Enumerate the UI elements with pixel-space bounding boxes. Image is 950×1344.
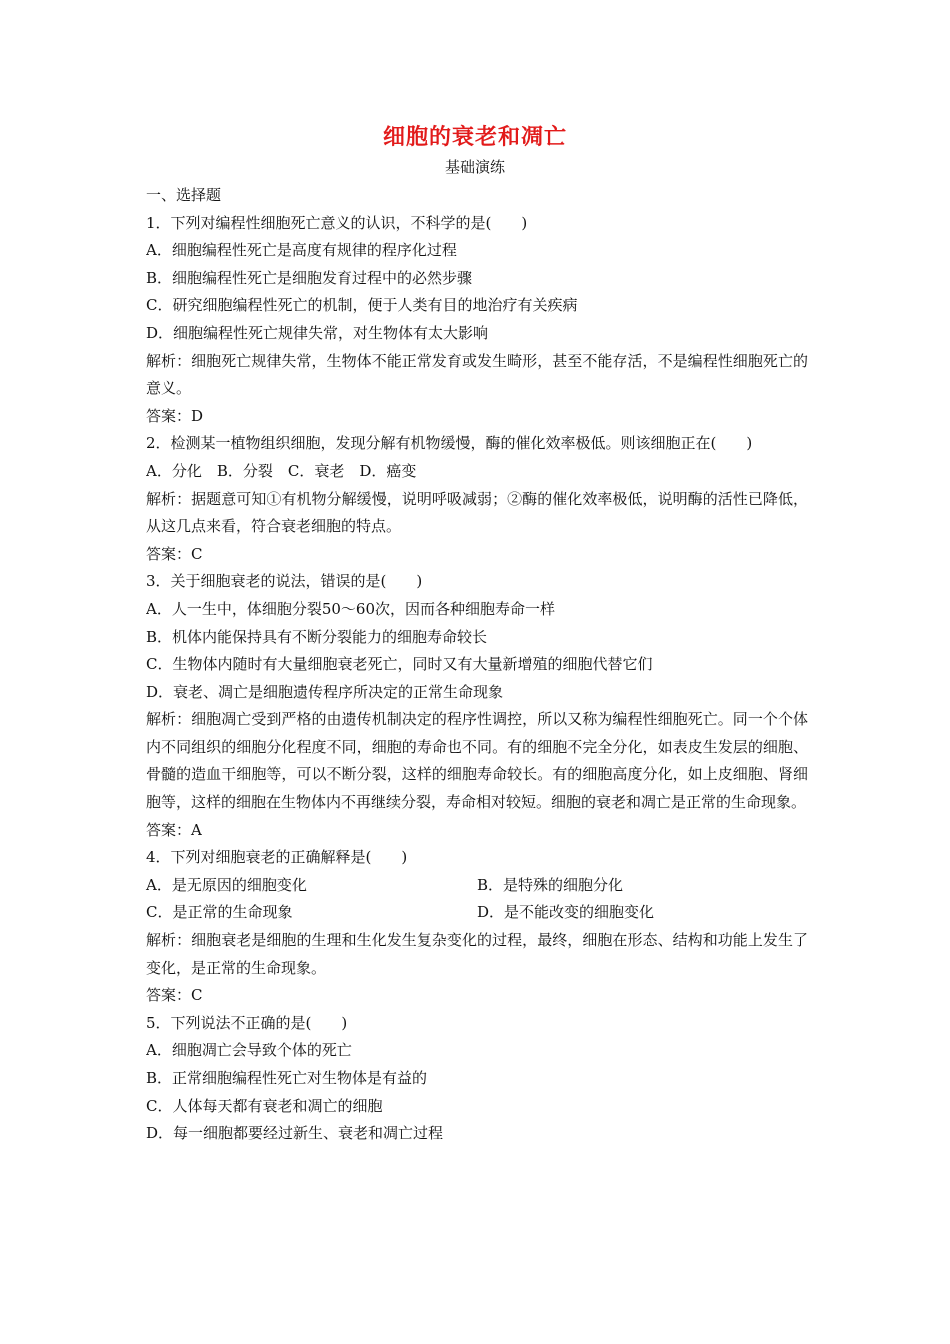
question-1-stem: 1．下列对编程性细胞死亡意义的认识，不科学的是( ) — [146, 213, 528, 232]
question-5-option-b: B．正常细胞编程性死亡对生物体是有益的 — [146, 1069, 428, 1087]
question-list — [146, 182, 808, 1148]
question-5-option-c: C．人体每天都有衰老和凋亡的细胞 — [146, 1096, 383, 1115]
document-title: 细胞的衰老和凋亡 — [382, 124, 567, 150]
question-4-option-a: A．是无原因的细胞变化 — [146, 875, 307, 894]
document-subtitle: 基础演练 — [444, 158, 505, 176]
question-4-option-d: D．是不能改变的细胞变化 — [477, 903, 655, 922]
question-3-option-d: D．衰老、凋亡是细胞遗传程序所决定的正常生命现象 — [146, 682, 504, 701]
question-5-stem: 5．下列说法不正确的是( ) — [146, 1013, 348, 1032]
question-1-option-a: A．细胞编程性死亡是高度有规律的程序化过程 — [146, 241, 457, 260]
question-4-options-row-2 — [146, 899, 808, 927]
question-1-analysis: 解析：细胞死亡规律失常，生物体不能正常发育或发生畸形，甚至不能存活，不是编程性细胞死亡的意义。 — [146, 351, 808, 398]
question-1-option-c: C．研究细胞编程性死亡的机制，便于人类有目的地治疗有关疾病 — [146, 296, 578, 315]
question-5-option-d: D．每一细胞都要经过新生、衰老和凋亡过程 — [146, 1124, 444, 1143]
question-3-option-c: C．生物体内随时有大量细胞衰老死亡，同时又有大量新增殖的细胞代替它们 — [146, 655, 653, 674]
question-4-analysis: 解析：细胞衰老是细胞的生理和生化发生复杂变化的过程，最终，细胞在形态、结构和功能上发生了变化，是正常的生命现象。 — [146, 931, 808, 977]
question-4-option-b: B．是特殊的细胞分化 — [477, 875, 624, 894]
question-2-options: A．分化 B．分裂 C．衰老 D．癌变 — [146, 461, 417, 480]
question-3-stem: 3．关于细胞衰老的说法，错误的是( ) — [146, 572, 423, 591]
question-5-option-a: A．细胞凋亡会导致个体的死亡 — [146, 1041, 352, 1060]
question-1-option-b: B．细胞编程性死亡是细胞发育过程中的必然步骤 — [146, 268, 473, 287]
question-1-answer: 答案：D — [146, 406, 204, 425]
question-1-option-d: D．细胞编程性死亡规律失常，对生物体有太大影响 — [146, 323, 489, 342]
question-2-answer: 答案：C — [146, 544, 203, 563]
question-2-analysis: 解析：据题意可知①有机物分解缓慢，说明呼吸减弱；②酶的催化效率极低，说明酶的活性已降低，从这几点来看，符合衰老细胞的特点。 — [146, 489, 808, 536]
question-4-answer: 答案：C — [146, 986, 203, 1005]
question-4-options-row-1 — [146, 872, 808, 900]
question-3-option-b: B．机体内能保持具有不断分裂能力的细胞寿命较长 — [146, 627, 488, 646]
section-heading: 一、选择题 — [146, 186, 222, 204]
question-3-option-a: A．人一生中，体细胞分裂50～60次，因而各种细胞寿命一样 — [146, 599, 556, 618]
question-3-analysis: 解析：细胞凋亡受到严格的由遗传机制决定的程序性调控，所以又称为编程性细胞死亡。同一个个体内不同组织的细胞分化程度不同，细胞的寿命也不同。有的细胞不完全分化，如表皮生发层的细胞、骨髓的造血干细胞等，可以不断分裂，这样的细胞寿命较长。有的细胞高度分化，如上皮细胞、肾细胞等，这样的细胞在生物体内不再继续分裂，寿命相对较短。细胞的衰老和凋亡是正常的生命现象。 — [146, 710, 808, 812]
question-4-stem: 4．下列对细胞衰老的正确解释是( ) — [146, 848, 408, 867]
question-4-option-c: C．是正常的生命现象 — [146, 903, 293, 922]
question-2-stem: 2．检测某一植物组织细胞，发现分解有机物缓慢，酶的催化效率极低。则该细胞正在( ) — [146, 434, 753, 453]
question-3-answer: 答案：A — [146, 820, 202, 839]
